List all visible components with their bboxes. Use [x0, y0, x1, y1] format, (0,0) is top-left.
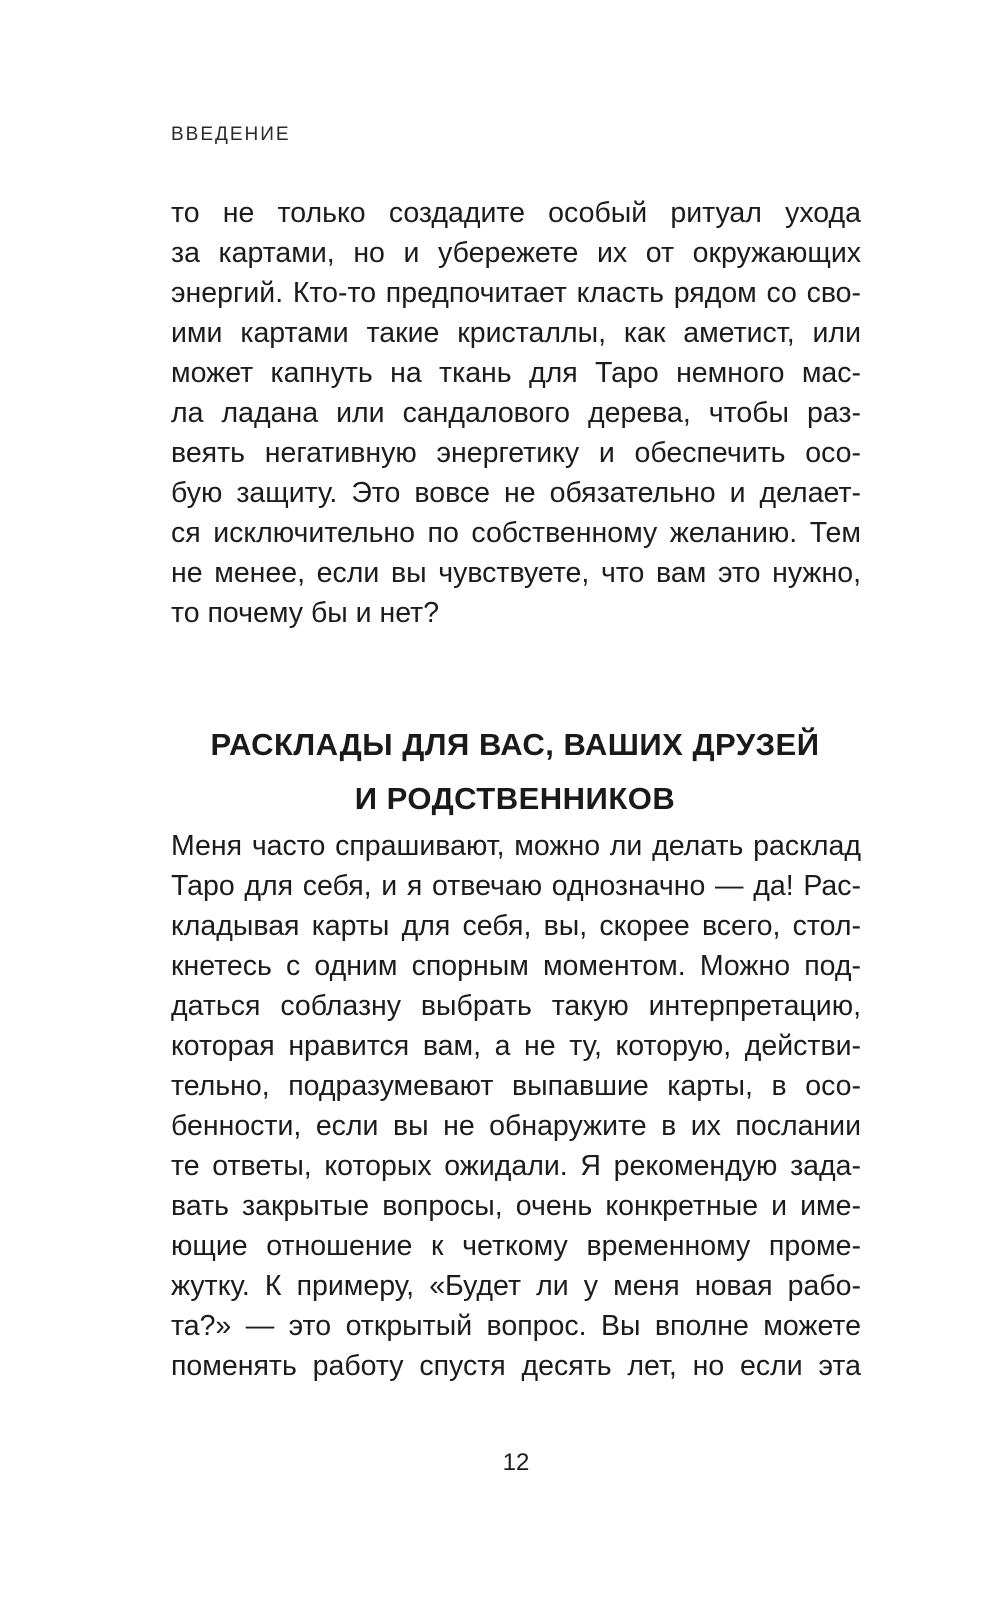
- text-line: бую защиту. Это вовсе не обязательно и делает-: [171, 477, 861, 509]
- text-line: даться соблазну выбрать такую интерпретацию,: [171, 990, 861, 1022]
- text-line: за картами, но и убережете их от окружающих: [171, 237, 861, 269]
- heading-line: РАСКЛАДЫ ДЛЯ ВАС, ВАШИХ ДРУЗЕЙ: [210, 727, 820, 762]
- text-line: Таро для себя, и я отвечаю однозначно — да! Рас-: [171, 870, 861, 902]
- text-line: то почему бы и нет?: [171, 597, 440, 629]
- text-line: энергий. Кто-то предпочитает класть рядом со сво-: [171, 277, 861, 309]
- running-header: ВВЕДЕНИЕ: [171, 124, 291, 145]
- text-line: которая нравится вам, а не ту, которую, действи-: [171, 1030, 861, 1062]
- text-line: кладывая карты для себя, вы, скорее всего, стол-: [171, 910, 861, 942]
- text-line: Меня часто спрашивают, можно ли делать расклад: [171, 830, 861, 862]
- text-line: ющие отношение к четкому временному проме-: [171, 1230, 861, 1262]
- text-line: кнетесь с одним спорным моментом. Можно под-: [171, 950, 861, 982]
- page-number: 12: [502, 1449, 530, 1476]
- text-line: ими картами такие кристаллы, как аметист, или: [171, 317, 861, 349]
- text-line: ла ладана или сандалового дерева, чтобы раз-: [171, 397, 861, 429]
- section-heading: [160, 718, 870, 826]
- text-line: тельно, подразумевают выпавшие карты, в осо-: [171, 1070, 861, 1102]
- text-line: поменять работу спустя десять лет, но если эта: [171, 1350, 861, 1382]
- text-line: те ответы, которых ожидали. Я рекомендую зада-: [171, 1150, 861, 1182]
- text-line: может капнуть на ткань для Таро немного мас-: [171, 357, 861, 389]
- text-line: не менее, если вы чувствуете, что вам это нужно,: [171, 557, 861, 589]
- paragraph-continuation: [171, 193, 861, 633]
- text-line: ся исключительно по собственному желанию. Тем: [171, 517, 861, 549]
- text-line: вать закрытые вопросы, очень конкретные и име-: [171, 1190, 861, 1222]
- text-line: то не только создадите особый ритуал ухода: [171, 197, 861, 229]
- text-line: та?» — это открытый вопрос. Вы вполне можете: [171, 1310, 861, 1342]
- heading-line: И РОДСТВЕННИКОВ: [354, 781, 676, 816]
- paragraph-body: [171, 826, 861, 1386]
- text-line: веять негативную энергетику и обеспечить осо-: [171, 437, 861, 469]
- text-line: бенности, если вы не обнаружите в их послании: [171, 1110, 861, 1142]
- text-line: жутку. К примеру, «Будет ли у меня новая рабо-: [171, 1270, 861, 1302]
